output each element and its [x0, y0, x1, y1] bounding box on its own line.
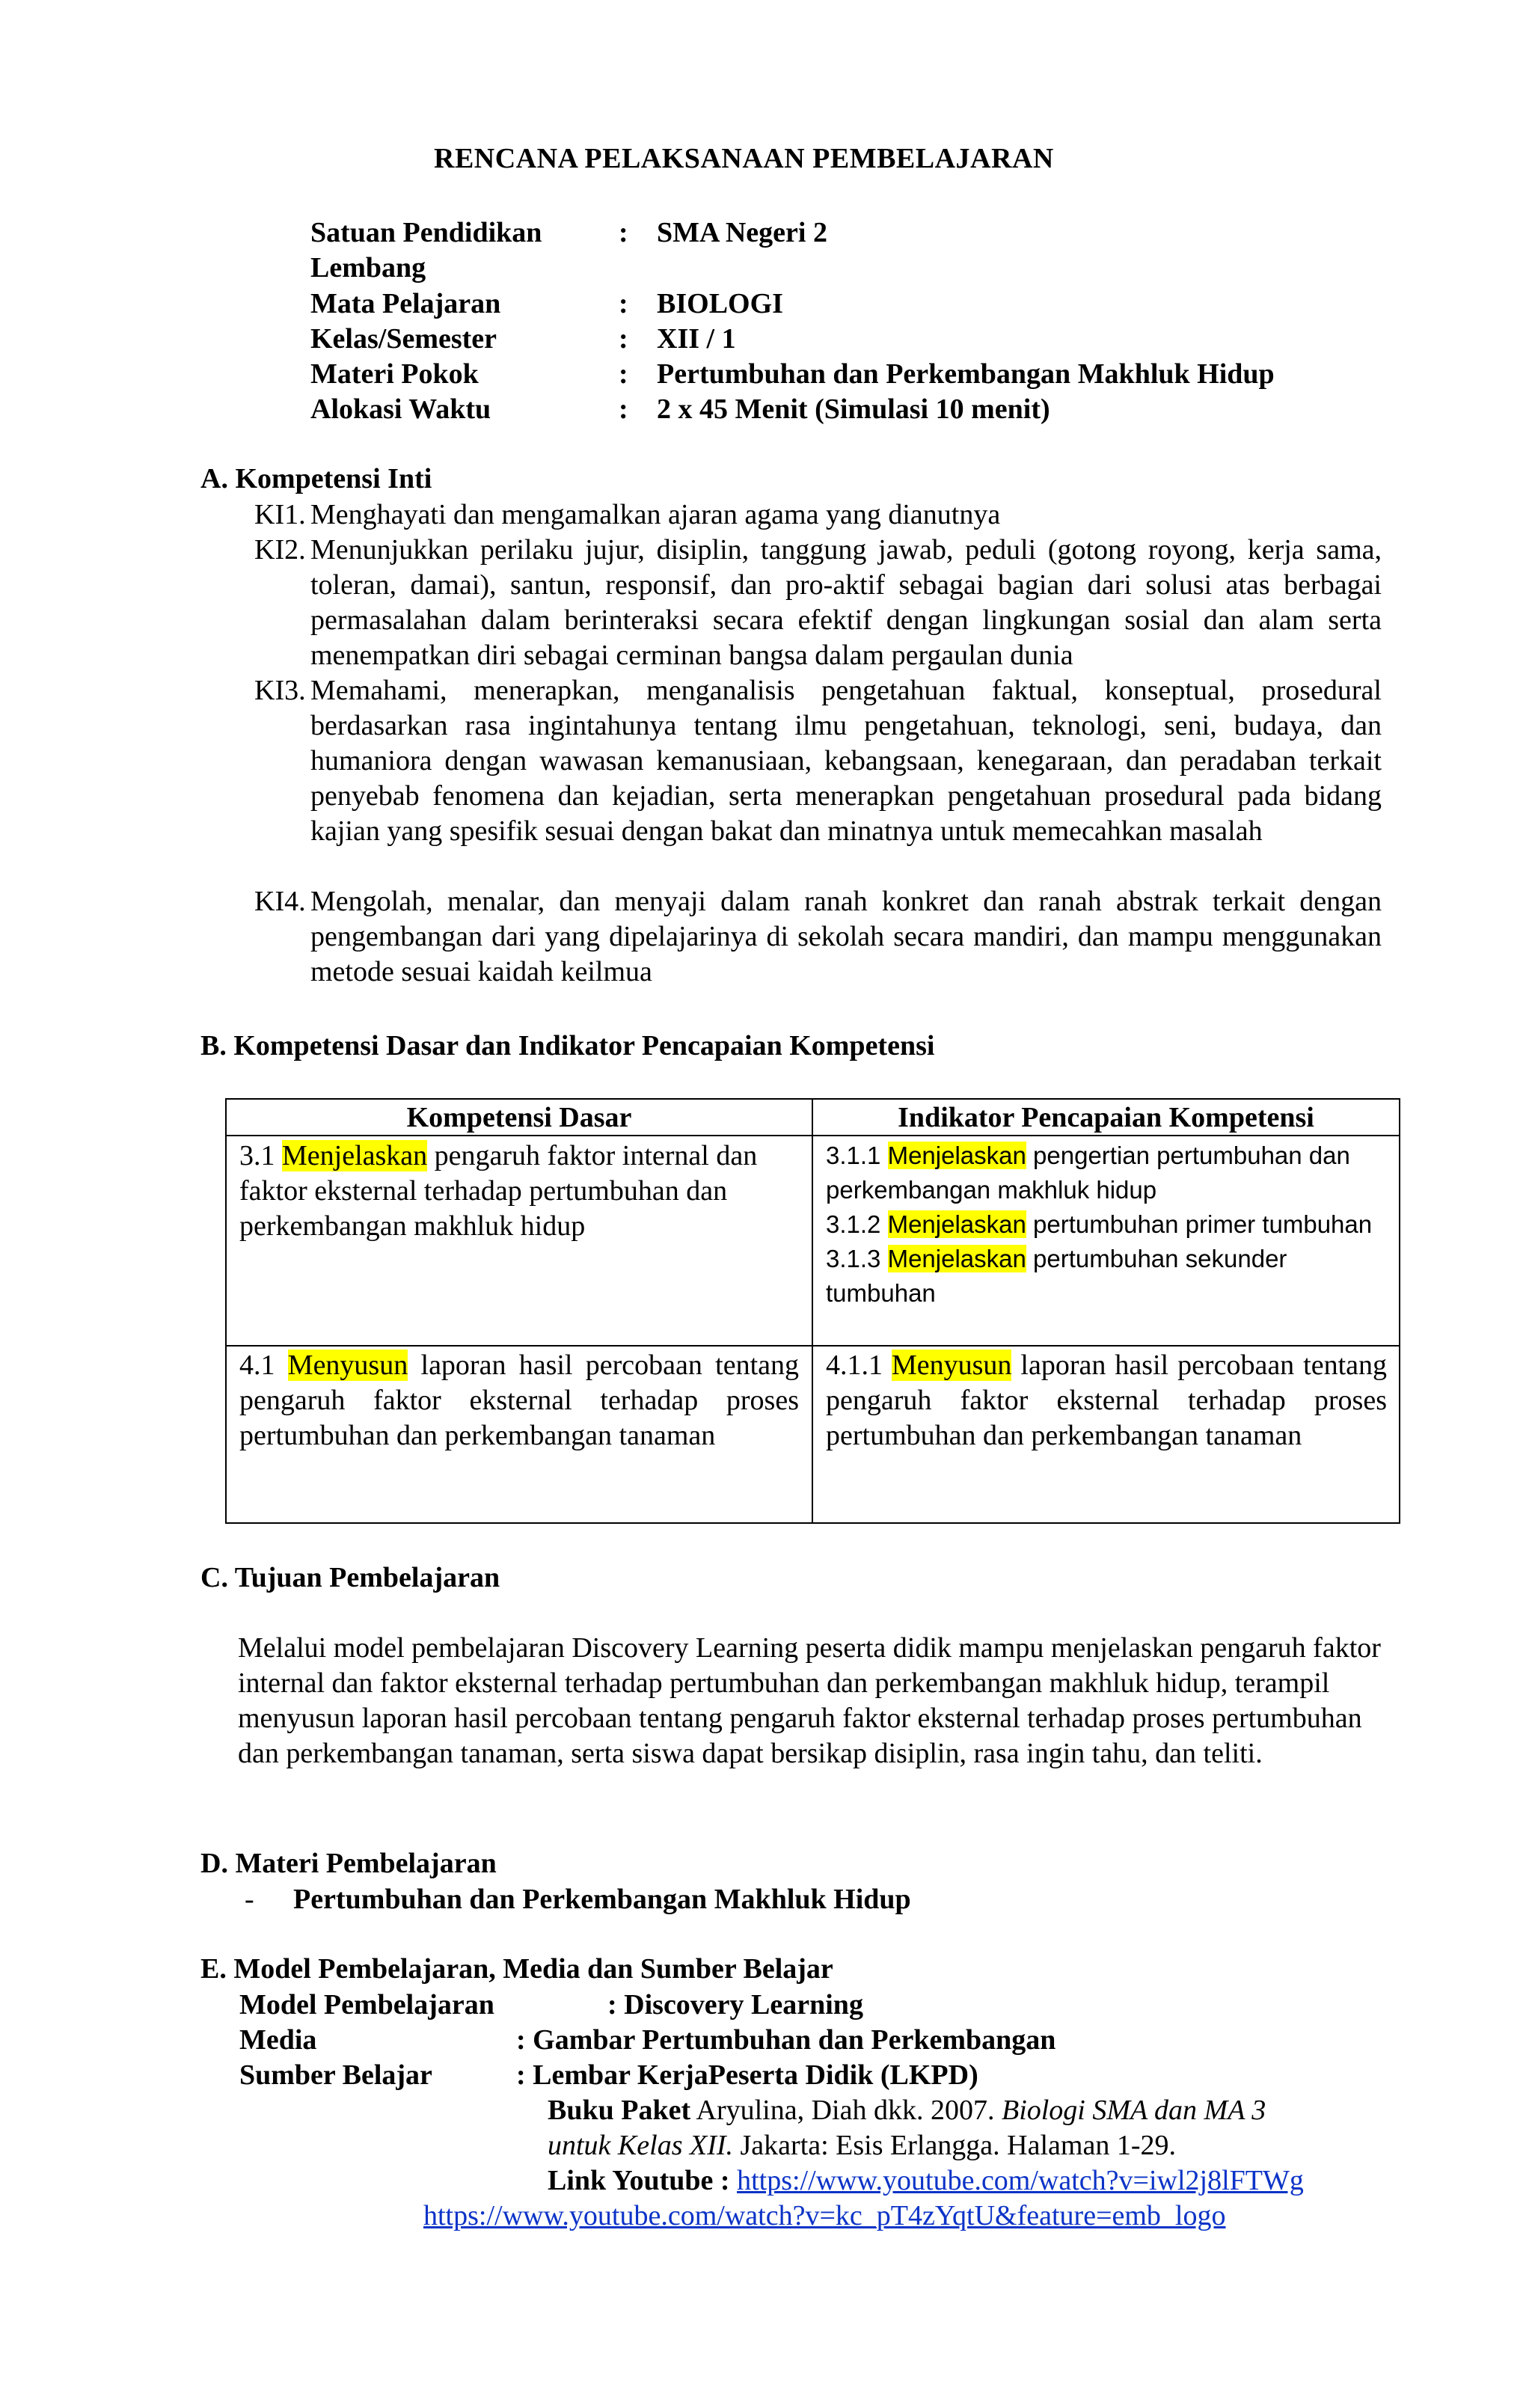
identity-value: BIOLOGI [657, 288, 783, 319]
ipk-number: 3.1.3 [826, 1245, 888, 1272]
ipk-cell-4-1 [826, 1348, 1387, 1453]
model-label: Model Pembelajaran [239, 1989, 494, 2021]
ipk-item [826, 1207, 1394, 1242]
kd-number: 3.1 [239, 1140, 282, 1171]
buku-label: Buku Paket [548, 2095, 691, 2126]
ipk-number: 4.1.1 [826, 1349, 892, 1381]
ipk-text: pertumbuhan sekunder tumbuhan [826, 1245, 1287, 1307]
table-column-divider [812, 1098, 813, 1524]
model-value: : Discovery Learning [607, 1989, 863, 2021]
ki-item [254, 533, 1382, 673]
table-border-left [225, 1098, 227, 1524]
sumber-value: : Lembar KerjaPeserta Didik (LKPD) [516, 2059, 978, 2091]
ipk-number: 3.1.1 [826, 1142, 888, 1169]
table-header-ipk: Indikator Pencapaian Kompetensi [898, 1102, 1314, 1133]
ipk-text: pertumbuhan primer tumbuhan [1026, 1210, 1373, 1238]
kd-text: pengaruh faktor internal dan faktor eksternal terhadap pertumbuhan dan perkembangan makhluk hidup [239, 1140, 758, 1242]
materi-item: Pertumbuhan dan Perkembangan Makhluk Hidup [293, 1884, 911, 1915]
ki-item [254, 497, 1382, 533]
identity-value: Pertumbuhan dan Perkembangan Makhluk Hidup [657, 358, 1275, 390]
buku-paket-line-2 [548, 2128, 1176, 2163]
youtube-link-1[interactable]: https://www.youtube.com/watch?v=iwl2j8lFTWg [737, 2165, 1304, 2196]
ki-label: KI3. [254, 675, 306, 706]
verb-highlight: Menjelaskan [887, 1245, 1026, 1272]
verb-highlight: Menjelaskan [887, 1142, 1026, 1169]
document-title: RENCANA PELAKSANAAN PEMBELAJARAN [434, 143, 1054, 174]
ipk-item [826, 1139, 1394, 1207]
sumber-label: Sumber Belajar [239, 2059, 432, 2091]
ki-label: KI4. [254, 886, 306, 917]
verb-highlight: Menyusun [891, 1349, 1012, 1381]
buku-title-cont: untuk Kelas XII. [548, 2130, 734, 2161]
media-value: : Gambar Pertumbuhan dan Perkembangan [516, 2024, 1056, 2056]
identity-label: Materi Pokok [310, 358, 479, 390]
identity-value: 2 x 45 Menit (Simulasi 10 menit) [657, 393, 1050, 425]
youtube-link-2[interactable]: https://www.youtube.com/watch?v=kc_pT4zYqtU&feature=emb_logo [423, 2200, 1226, 2231]
section-b-heading: B. Kompetensi Dasar dan Indikator Pencapaian Kompetensi [200, 1030, 935, 1061]
buku-text: Aryulina, Diah dkk. 2007. [690, 2095, 1002, 2126]
section-d-heading: D. Materi Pembelajaran [200, 1848, 497, 1879]
identity-label: Mata Pelajaran [310, 288, 501, 319]
ki-text: Menunjukkan perilaku jujur, disiplin, tanggung jawab, peduli (gotong royong, kerja sama, toleran, damai), santun, responsif, dan pro-aktif sebagai bagian dari solusi atas berbagai permasalahan dalam berinteraksi secara efektif dengan lingkungan sosial dan alam serta menempatkan diri sebagai cerminan bangsa dalam pergaulan dunia [310, 534, 1382, 671]
table-header-kd: Kompetensi Dasar [406, 1102, 632, 1133]
verb-highlight: Menjelaskan [887, 1210, 1026, 1238]
identity-colon: : [619, 358, 628, 390]
identity-label: Kelas/Semester [310, 323, 497, 355]
identity-value: SMA Negeri 2 [657, 217, 827, 248]
ipk-item [826, 1242, 1394, 1311]
identity-label: Lembang [310, 252, 426, 284]
identity-colon: : [619, 288, 628, 319]
buku-tail: Jakarta: Esis Erlangga. Halaman 1-29. [733, 2130, 1176, 2161]
kd-cell-3-1 [239, 1139, 785, 1244]
identity-label: Satuan Pendidikan [310, 217, 542, 248]
identity-colon: : [619, 393, 628, 425]
kd-number: 4.1 [239, 1349, 288, 1381]
table-border-right [1399, 1098, 1400, 1524]
youtube-line [548, 2163, 1304, 2199]
verb-highlight: Menjelaskan [282, 1140, 428, 1171]
section-c-text: Melalui model pembelajaran Discovery Learning peserta didik mampu menjelaskan pengaruh faktor internal dan faktor eksternal terhadap pertumbuhan dan perkembangan makhluk hidup, terampil menyusun laporan hasil percobaan tentang pengaruh faktor eksternal terhadap proses pertumbuhan dan perkembangan tanaman, serta siswa dapat bersikap disiplin, rasa ingin tahu, dan teliti. [238, 1632, 1381, 1769]
ipk-text: laporan hasil percobaan tentang pengaruh faktor eksternal terhadap proses pertumbuhan dan perkembangan tanaman [826, 1349, 1388, 1451]
section-e-heading: E. Model Pembelajaran, Media dan Sumber Belajar [200, 1953, 833, 1985]
ki-label: KI1. [254, 499, 306, 530]
buku-title: Biologi SMA dan MA 3 [1001, 2095, 1266, 2126]
verb-highlight: Menyusun [287, 1349, 408, 1381]
identity-value: XII / 1 [657, 323, 736, 355]
bullet-dash: - [245, 1884, 254, 1915]
section-a-heading: A. Kompetensi Inti [200, 463, 432, 494]
youtube-label: Link Youtube : [548, 2165, 730, 2196]
ki-text: Menghayati dan mengamalkan ajaran agama yang dianutnya [310, 499, 1001, 530]
media-label: Media [239, 2024, 317, 2056]
identity-colon: : [619, 323, 628, 355]
identity-colon: : [619, 217, 628, 248]
kd-cell-4-1 [239, 1348, 799, 1453]
ki-label: KI2. [254, 534, 306, 566]
identity-label: Alokasi Waktu [310, 393, 491, 425]
ki-text: Mengolah, menalar, dan menyaji dalam ranah konkret dan ranah abstrak terkait dengan pengembangan dari yang dipelajarinya di sekolah secara mandiri, dan mampu menggunakan metode sesuai kaidah keilmua [310, 886, 1382, 987]
ki-item [254, 673, 1382, 849]
buku-paket-line [548, 2093, 1266, 2128]
ki-item [254, 884, 1382, 990]
ipk-cell-3-1 [826, 1139, 1394, 1311]
ki-text: Memahami, menerapkan, menganalisis pengetahuan faktual, konseptual, prosedural berdasarkan rasa ingintahunya tentang ilmu pengetahuan, teknologi, seni, budaya, dan humaniora dengan wawasan kemanusiaan, kebangsaan, kenegaraan, dan peradaban terkait penyebab fenomena dan kejadian, serta menerapkan pengetahuan prosedural pada bidang kajian yang spesifik sesuai dengan bakat dan minatnya untuk memecahkan masalah [310, 675, 1382, 847]
ipk-text: pengertian pertumbuhan dan perkembangan makhluk hidup [826, 1142, 1350, 1204]
kd-text: laporan hasil percobaan tentang pengaruh faktor eksternal terhadap proses pertumbuhan dan perkembangan tanaman [239, 1349, 800, 1451]
ipk-number: 3.1.2 [826, 1210, 888, 1238]
section-c-heading: C. Tujuan Pembelajaran [200, 1562, 500, 1593]
